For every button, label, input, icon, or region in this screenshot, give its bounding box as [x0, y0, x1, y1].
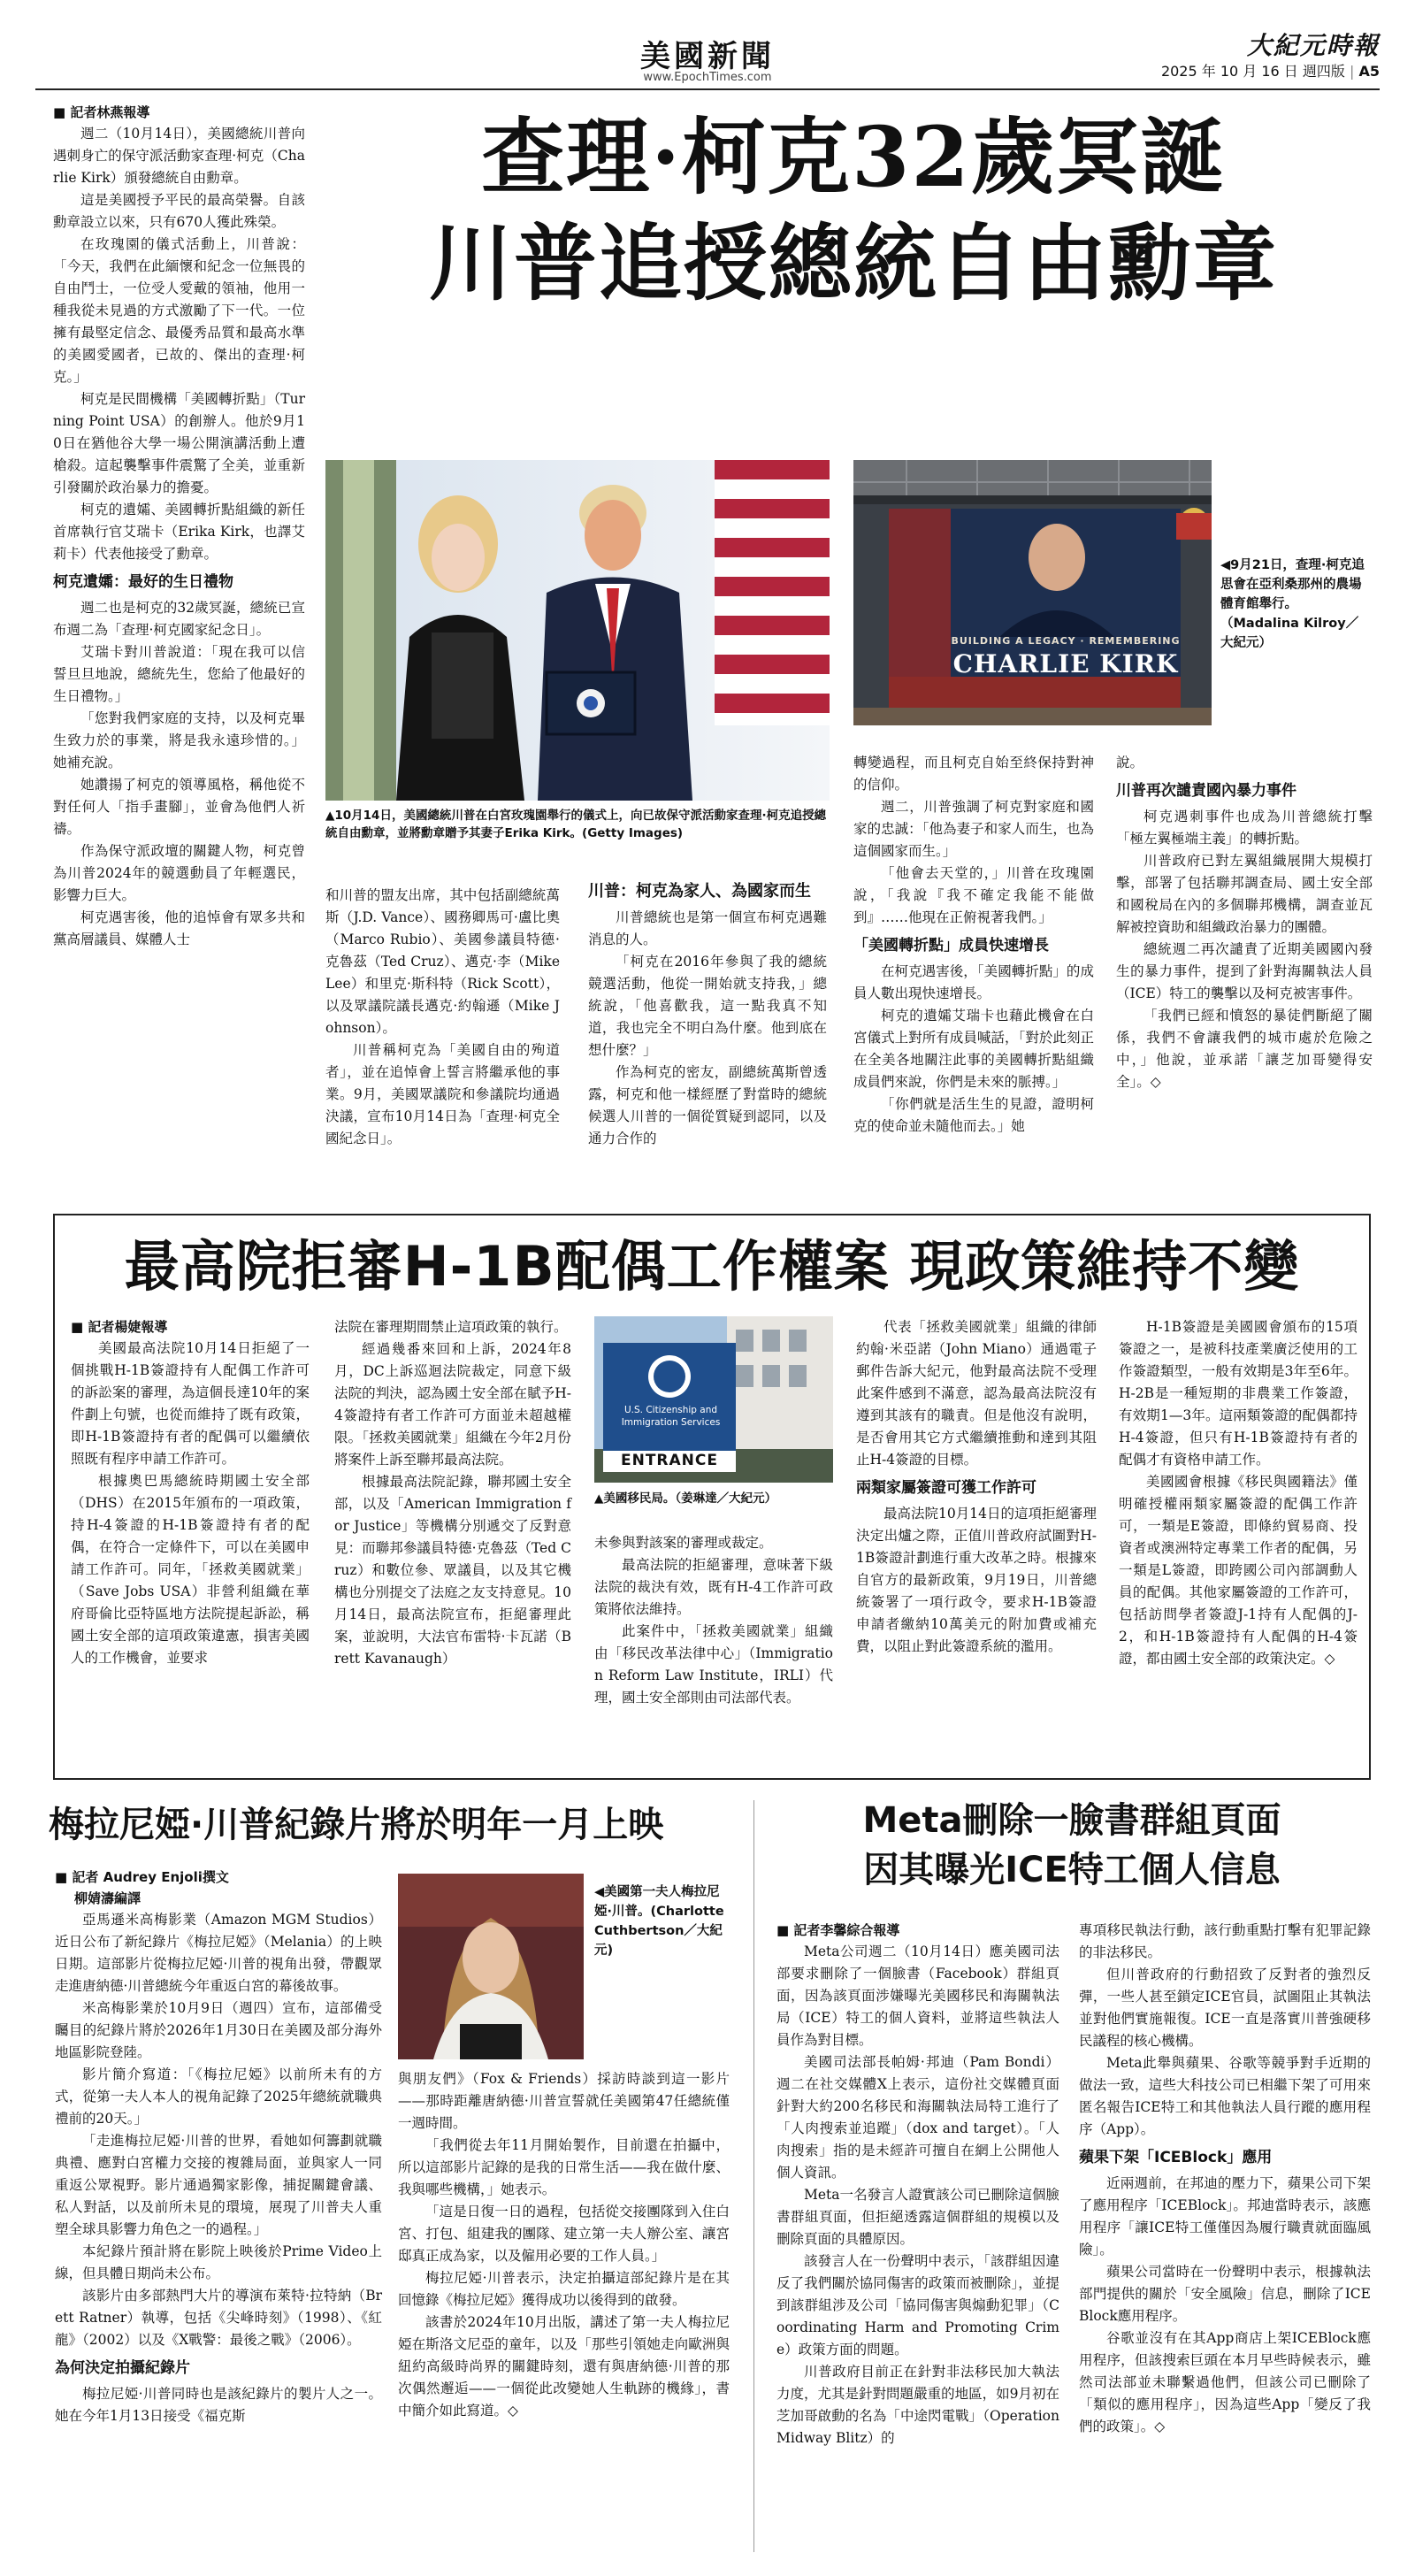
paragraph: 代表「拯救美國就業」組織的律師約翰·米亞諾（John Miano）通過電子郵件告訴大紀元，他對最高法院不受理此案件感到不滿意，認為最高法院沒有遵到其該有的職責。但是他沒有說明，是否會用其它方式繼續推動和達到其阻止H-4簽證的目標。	[856, 1319, 1097, 1468]
kirk-col3	[588, 880, 827, 1150]
paragraph: 柯克的遺孀、美國轉折點組織的新任首席執行官艾瑞卡（Erika Kirk，也譯艾莉卡）代表他接受了勳章。	[53, 502, 305, 562]
paragraph: 柯克遇刺事件也成為川普總統打擊「極左翼極端主義」的轉折點。	[1116, 809, 1373, 847]
kirk-body-col2	[325, 885, 560, 1150]
section-title: 美國新聞	[640, 39, 775, 74]
issue-date: 2025 年 10 月 16 日 週四版 | A5	[1160, 63, 1380, 80]
paragraph: 最高法院的拒絕審理，意味著下級法院的裁決有效，既有H-4工作許可政策將依法維持。	[594, 1557, 833, 1617]
paragraph: 美國司法部長帕姆·邦迪（Pam Bondi）週二在社交媒體X上表示，這份社交媒體頁面針對大約200名移民和海關執法局特工進行了「人肉搜索並追蹤」（dox and target）。「人肉搜索」指的是未經許可擅自在網上公開他人個人資訊。	[776, 2054, 1059, 2181]
kirk-headline-2: 川普追授總統自由勳章	[428, 215, 1278, 312]
kirk-col5	[1116, 752, 1373, 1093]
paragraph: 說。	[1116, 755, 1144, 770]
kirk-subhead-birthday: 柯克遺孀：最好的生日禮物	[53, 573, 233, 591]
kirk-body-col5	[1116, 752, 1373, 774]
paragraph: Meta公司週二（10月14日）應美國司法部要求刪除了一個臉書（Facebook）群組頁面，因為該頁面涉嫌曝光美國移民和海關執法局（ICE）特工的個人資料，並將這些執法人員作為對目標。	[776, 1944, 1059, 2048]
paragraph: 但川普政府的行動招致了反對者的強烈反彈，一些人甚至鎖定ICE官員，試圖阻止其執法並對他們實施報復。ICE一直是落實川普強硬移民議程的核心機構。	[1079, 1966, 1371, 2049]
paragraph: 和川普的盟友出席，其中包括副總統萬斯（J.D. Vance）、國務卿馬可·盧比奧（Marco Rubio）、美國參議員特德·克魯茲（Ted Cruz）、邁克·李（Mike Lee）和里克·斯科特（Rick Scott），以及眾議院議長邁克·約翰遜（Mike Johnson）。	[325, 887, 560, 1036]
h1b-headline: 最高院拒審H-1B配偶工作權案 現政策維持不變	[124, 1234, 1300, 1299]
uscis-photo-caption: ▲美國移民局。（姜琳達／大紀元）	[594, 1491, 777, 1506]
ceremony-photo-caption: ▲10月14日，美國總統川普在白宮玫瑰園舉行的儀式上，向已故保守派活動家查理·柯克追授總統自由勳章，並將勳章贈予其妻子Erika Kirk。(Getty Images)	[325, 809, 827, 840]
ceremony-photo	[325, 460, 830, 801]
paragraph: 該影片由多部熱門大片的導演布萊特·拉特納（Brett Ratner）執導，包括《尖峰時刻》（1998）、《紅龍》（2002）以及《X戰警：最後之戰》（2006）。	[55, 2288, 382, 2348]
paragraph: 「這是日復一日的過程，包括從交接團隊到入住白宮、打包、組建我的團隊、建立第一夫人辦公室、讓宮邸真正成為家，以及僱用必要的工作人員。」	[398, 2204, 730, 2264]
paragraph: 「我們從去年11月開始製作，目前還在拍攝中，所以這部影片記錄的是我的日常生活——我在做什麼、我與哪些機構，」她表示。	[398, 2137, 730, 2197]
ceremony-photo-illustration	[325, 460, 830, 801]
kirk-byline: ■ 記者林燕報導	[53, 104, 150, 120]
melania-headline: 梅拉尼婭·川普紀錄片將於明年一月上映	[49, 1805, 664, 1845]
h1b-body-col5	[1119, 1316, 1358, 1670]
paragraph: 這是美國授予平民的最高榮譽。自該勳章設立以來，只有670人獲此殊榮。	[53, 192, 305, 230]
paragraph: 亞馬遜米高梅影業（Amazon MGM Studios）近日公布了新紀錄片《梅拉尼婭》（Melania）的上映日期。這部影片從梅拉尼婭·川普的視角出發，帶觀眾走進唐納德·川普總統今年重返白宮的幕後故事。	[55, 1912, 382, 1994]
paragraph: 「我們已經和憤怒的暴徒們斷絕了關係，我們不會讓我們的城市處於危險之中，」他說，並承諾「讓芝加哥變得安全」。◇	[1116, 1008, 1373, 1090]
paragraph: Meta一名發言人證實該公司已刪除這個臉書群組頁面，但拒絕透露這個群組的規模以及刪除頁面的具體原因。	[776, 2187, 1059, 2247]
kirk-col4	[853, 752, 1094, 1138]
paragraph: 週二也是柯克的32歲冥誕，總統已宣布週二為「查理·柯克國家紀念日」。	[53, 600, 305, 638]
paragraph: 「走進梅拉尼婭·川普的世界，看她如何籌劃就職典禮、應對白宮權力交接的複雜局面，並與家人一同重返公眾視野。影片通過獨家影像，捕捉關鍵會議、私人對話，以及前所未見的環境，展現了川普夫人重塑全球具影響力角色之一的過程。」	[55, 2133, 382, 2237]
site-url: www.EpochTimes.com	[643, 71, 772, 84]
paragraph: 在柯克遇害後，「美國轉折點」的成員人數出現快速增長。	[853, 963, 1094, 1001]
melania-translator: 柳婧濤編譯	[74, 1890, 142, 1906]
kirk-left-column	[53, 102, 305, 951]
meta-headline-2: 因其曝光ICE特工個人信息	[863, 1850, 1281, 1890]
date-text: 2025 年 10 月 16 日 週四版	[1160, 63, 1345, 80]
h1b-col4	[856, 1316, 1097, 1658]
melania-byline: ■ 記者 Audrey Enjoli撰文	[55, 1869, 229, 1885]
paragraph: 梅拉尼婭·川普表示，決定拍攝這部紀錄片是在其回憶錄《梅拉尼婭》獲得成功以後得到的啟發。	[398, 2270, 730, 2308]
meta-body-col2	[1079, 1920, 1371, 2141]
paragraph: 川普政府目前正在針對非法移民加大執法力度，尤其是針對問題嚴重的地區，如9月初在芝加哥啟動的名為「中途閃電戰」（Operation Midway Blitz）的	[776, 2364, 1059, 2446]
melania-col1	[55, 1867, 382, 2427]
paragraph: 該發言人在一份聲明中表示，「該群組因違反了我們關於協同傷害的政策而被刪除」，並提到該群組涉及公司「協同傷害與煽動犯罪」（Coordinating Harm and Promoting Crime）政策方面的問題。	[776, 2253, 1059, 2358]
h1b-byline: ■ 記者楊婕報導	[71, 1319, 168, 1335]
paragraph: 在玫瑰園的儀式活動上，川普說：「今天，我們在此緬懷和紀念一位無畏的自由鬥士，一位受人愛戴的領袖，他用一種我從未見過的方式激勵了下一代。一位擁有最堅定信念、最優秀品質和最高水準的美國愛國者，已故的、傑出的查理·柯克。」	[53, 236, 305, 385]
paragraph: 川普政府已對左翼組織展開大規模打擊，部署了包括聯邦調查局、國土安全部和國稅局在內的多個聯邦機構，調查並瓦解被控資助和組織政治暴力的團體。	[1116, 853, 1373, 935]
meta-body-col1	[776, 1941, 1059, 2450]
kirk-body-col1b	[53, 597, 305, 951]
paragraph: 最高法院10月14日的這項拒絕審理決定出爐之際，正值川普政府試圖對H-1B簽證計劃進行重大改革之時。根據來自官方的最新政策，9月19日，川普總統簽署了一項行政令，要求H-1B簽證申請者繳納10萬美元的附加費或補充費，以阻止對此簽證系統的濫用。	[856, 1506, 1097, 1654]
paragraph: 「您對我們家庭的支持，以及柯克畢生致力於的事業，將是我永遠珍惜的。」她補充說。	[53, 710, 305, 770]
meta-headline-1: Meta刪除一臉書群組頁面	[862, 1800, 1281, 1841]
paragraph: 作為柯克的密友，副總統萬斯曾透露，柯克和他一樣經歷了對當時的總統候選人川普的一個從質疑到認同，以及通力合作的	[588, 1064, 827, 1146]
paragraph: 柯克的遺孀艾瑞卡也藉此機會在白宮儀式上對所有成員喊話，「對於此刻正在全美各地關注此事的美國轉折點組織成員們來說，你們是未來的脈搏。」	[853, 1008, 1094, 1090]
paragraph: 轉變過程，而且柯克自始至終保持對神的信仰。	[853, 755, 1094, 793]
paragraph: 未參與對該案的審理或裁定。	[594, 1535, 773, 1551]
paragraph: 根據奧巴馬總統時期國土安全部（DHS）在2015年頒布的一項政策，持H-4簽證的H-1B簽證持有者的配偶，在符合一定條件下，可以在美國申請工作許可。同年，「拯救美國就業」（Save Jobs USA）非營利組織在華府哥倫比亞特區地方法院提起訴訟，稱國土安全部的這項政策違憲，損害美國人的工作機會，並要求	[71, 1473, 310, 1666]
paragraph: 川普總統也是第一個宣布柯克遇難消息的人。	[588, 909, 827, 947]
paragraph: 梅拉尼婭·川普同時也是該紀錄片的製片人之一。她在今年1月13日接受《福克斯	[55, 2386, 382, 2424]
h1b-body-col4b	[856, 1503, 1097, 1658]
h1b-subhead-family-visas: 兩類家屬簽證可獲工作許可	[856, 1479, 1036, 1497]
paragraph: 總統週二再次譴責了近期美國國內發生的暴力事件，提到了針對海關執法人員（ICE）特工的襲擊以及柯克被害事件。	[1116, 941, 1373, 1001]
meta-col1	[776, 1920, 1059, 2450]
h1b-body-col3	[594, 1532, 833, 1709]
paragraph: 柯克遇害後，他的追悼會有眾多共和黨高層議員、媒體人士	[53, 909, 305, 947]
uscis-sign-line1: U.S. Citizenship and	[623, 1405, 718, 1415]
melania-photo	[398, 1874, 584, 2059]
bottom-column-divider	[753, 1800, 754, 2552]
paragraph: 影片簡介寫道：「《梅拉尼婭》以前所未有的方式，從第一夫人本人的視角記錄了2025年總統就職典禮前的20天。」	[55, 2066, 382, 2127]
uscis-photo	[594, 1316, 833, 1483]
melania-body-col1	[55, 1909, 382, 2351]
h1b-col1	[71, 1316, 310, 1669]
kirk-subhead-violence: 川普再次譴責國內暴力事件	[1116, 782, 1296, 800]
paragraph: 「柯克在2016年參與了我的總統競選活動，他從一開始就支持我，」總統說，「他喜歡我，這一點我真不知道，我也完全不明白為什麼。他到底在想什麼？」	[588, 954, 827, 1058]
kirk-subhead-growth: 「美國轉折點」成員快速增長	[853, 937, 1049, 954]
melania-photo-illustration	[398, 1874, 584, 2059]
masthead-rule	[35, 88, 1380, 90]
meta-byline: ■ 記者李馨綜合報導	[776, 1922, 900, 1938]
paragraph: 谷歌並沒有在其App商店上架ICEBlock應用程序，但該搜索巨頭在本月早些時候表示，雖然司法部並未聯繫過他們，但該公司已刪除了「類似的應用程序」，因為這些App「變反了我們的政策」。◇	[1079, 2330, 1371, 2434]
entrance-sign: ENTRANCE	[621, 1452, 718, 1469]
kirk-subhead-family: 川普：柯克為家人、為國家而生	[588, 882, 811, 901]
kirk-body-col4b	[853, 961, 1094, 1138]
paragraph: 美國最高法院10月14日拒絕了一個挑戰H-1B簽證持有人配偶工作許可的訴訟案的審理，為這個長達10年的案件劃上句號，也從而維持了既有政策，即H-1B簽證持有者的配偶可以繼續依照既有程序申請工作許可。	[71, 1340, 310, 1467]
paragraph: 柯克是民間機構「美國轉折點」（Turning Point USA）的創辦人。他於9月10日在猶他谷大學一場公開演講活動上遭槍殺。這起襲擊事件震驚了全美，並重新引發關於政治暴力的擔憂。	[53, 391, 305, 495]
uscis-sign-line2: Immigration Services	[621, 1417, 721, 1428]
paragraph: 此案件中，「拯救美國就業」組織由「移民改革法律中心」（Immigration Reform Law Institute，IRLI）代理，國土安全部則由司法部代表。	[594, 1623, 833, 1706]
paragraph: H-1B簽證是美國國會頒布的15項簽證之一，是被科技產業廣泛使用的工作簽證類型，一般有效期是3年至6年。H-2B是一種短期的非農業工作簽證，有效期1—3年。這兩類簽證的配偶都持H-4簽證，但只有H-1B簽證持有者的配偶才有資格申請工作。	[1119, 1319, 1358, 1468]
h1b-body-col4	[856, 1316, 1097, 1471]
paragraph: 專項移民執法行動，該行動重點打擊有犯罪記錄的非法移民。	[1079, 1922, 1371, 1960]
memorial-photo	[853, 460, 1212, 725]
kirk-body-col3	[588, 907, 827, 1150]
paragraph: 米高梅影業於10月9日（週四）宣布，這部備受矚目的紀錄片將於2026年1月30日在美國及部分海外地區影院登陸。	[55, 2000, 382, 2060]
h1b-body-col2	[334, 1316, 571, 1670]
paragraph: 週二（10月14日），美國總統川普向遇刺身亡的保守派活動家查理·柯克（Charlie Kirk）頒發總統自由勳章。	[53, 126, 305, 186]
paragraph: Meta此舉與蘋果、谷歌等競爭對手近期的做法一致，這些大科技公司已相繼下架了可用來匿名報告ICE特工和其他執法人員行蹤的應用程序（App）。	[1079, 2055, 1371, 2137]
melania-photo-caption: ◀美國第一夫人梅拉尼婭·川普。(Charlotte Cuthbertson／大紀元)	[594, 1885, 724, 1958]
paragraph: 蘋果公司當時在一份聲明中表示，根據執法部門提供的關於「安全風險」信息，刪除了ICEBlock應用程序。	[1079, 2264, 1371, 2324]
paragraph: 該書於2024年10月出版，講述了第一夫人梅拉尼婭在斯洛文尼亞的童年，以及「那些引領她走向歐洲與紐約高級時尚界的關鍵時刻，還有與唐納德·川普的那次偶然邂逅——一個從此改變她人生軌跡的機緣」，書中簡介如此寫道。◇	[398, 2314, 730, 2419]
paragraph: 根據最高法院記錄，聯邦國土安全部，以及「American Immigration for Justice」等機構分別遞交了反對意見：而聯邦參議員特德·克魯茲（Ted Cruz）和數位參、眾議員，以及其它機構也分別提交了法庭之友支持意見。10月14日，最高法院宣布，拒絕審理此案，並說明，大法官布雷特·卡瓦諾（Brett Kavanaugh）	[334, 1474, 571, 1667]
paragraph: 與朋友們》（Fox & Friends）採訪時談到這一影片——那時距離唐納德·川普宣誓就任美國第47任總統僅一週時間。	[398, 2071, 730, 2131]
melania-body-col1b	[55, 2383, 382, 2427]
banner-name: CHARLIE KIRK	[952, 649, 1179, 678]
paragraph: 近兩週前，在邦迪的壓力下，蘋果公司下架了應用程序「ICEBlock」。邦迪當時表示，該應用程序「讓ICE特工僅僅因為履行職責就面臨風險」。	[1079, 2175, 1371, 2258]
paragraph: 她讚揚了柯克的領導風格，稱他從不對任何人「指手畫腳」，並會為他們人祈禱。	[53, 777, 305, 837]
kirk-body-col4	[853, 752, 1094, 929]
paragraph: 週二，川普強調了柯克對家庭和國家的忠誠：「他為妻子和家人而生，也為這個國家而生。」	[853, 799, 1094, 859]
banner-subtitle: BUILDING A LEGACY · REMEMBERING	[951, 635, 1181, 647]
paragraph: 法院在審理期間禁止這項政策的執行。	[334, 1319, 568, 1335]
kirk-headline-1: 查理·柯克32歲冥誕	[481, 109, 1226, 206]
meta-col2	[1079, 1920, 1371, 2438]
newspaper-logo: 大紀元時報	[1246, 31, 1380, 60]
paragraph: 艾瑞卡對川普說道：「現在我可以信誓旦旦地說，總統先生，您給了他最好的生日禮物。」	[53, 644, 305, 704]
paragraph: 「你們就是活生生的見證，證明柯克的使命並未隨他而去。」她	[853, 1096, 1094, 1134]
paragraph: 美國國會根據《移民與國籍法》僅明確授權兩類家屬簽證的配偶工作許可，一類是E簽證，即條約貿易商、投資者或澳洲特定專業工作者的配偶，另一類是L簽證，即跨國公司內部調動人員的配偶。其他家屬簽證的工作許可，包括訪問學者簽證J-1持有人配偶的J-2，和H-1B簽證持有人配偶的H-4簽證，都由國土安全部的政策決定。◇	[1119, 1474, 1358, 1667]
paragraph: 「他會去天堂的，」川普在玫瑰園說，「我說『我不確定我能不能做到』……他現在正俯視著我們。」	[853, 865, 1094, 925]
paragraph: 經過幾番來回和上訴，2024年8月，DC上訴巡迴法院裁定，同意下級法院的判決，認為國土安全部在賦予H-4簽證持有者工作許可方面並未超越權限。「拯救美國就業」組織在今年2月份將案件上訴至聯邦最高法院。	[334, 1341, 571, 1468]
paragraph: 本紀錄片預計將在影院上映後於Prime Video上線，但具體日期尚未公布。	[55, 2243, 382, 2281]
paragraph: 作為保守派政壇的關鍵人物，柯克曾為川普2024年的競選動員了年輕選民，影響力巨大。	[53, 843, 305, 903]
melania-body-col2	[398, 2068, 730, 2422]
memorial-photo-caption: ◀9月21日，查理·柯克追思會在亞利桑那州的農場體育館舉行。（Madalina Kilroy／大紀元）	[1220, 558, 1365, 650]
kirk-body-col1	[53, 123, 305, 565]
memorial-photo-illustration	[853, 460, 1212, 725]
paragraph: 川普稱柯克為「美國自由的殉道者」，並在追悼會上誓言將繼承他的事業。9月，美國眾議院和參議院均通過決議，宣布10月14日為「查理·柯克全國紀念日」。	[325, 1042, 560, 1146]
page-number: A5	[1358, 63, 1380, 80]
h1b-body-col1	[71, 1338, 310, 1669]
meta-body-col2b	[1079, 2173, 1371, 2438]
melania-subhead-why: 為何決定拍攝紀錄片	[55, 2359, 190, 2377]
meta-subhead-apple: 蘋果下架「ICEBlock」應用	[1079, 2149, 1273, 2166]
kirk-body-col5b	[1116, 806, 1373, 1093]
